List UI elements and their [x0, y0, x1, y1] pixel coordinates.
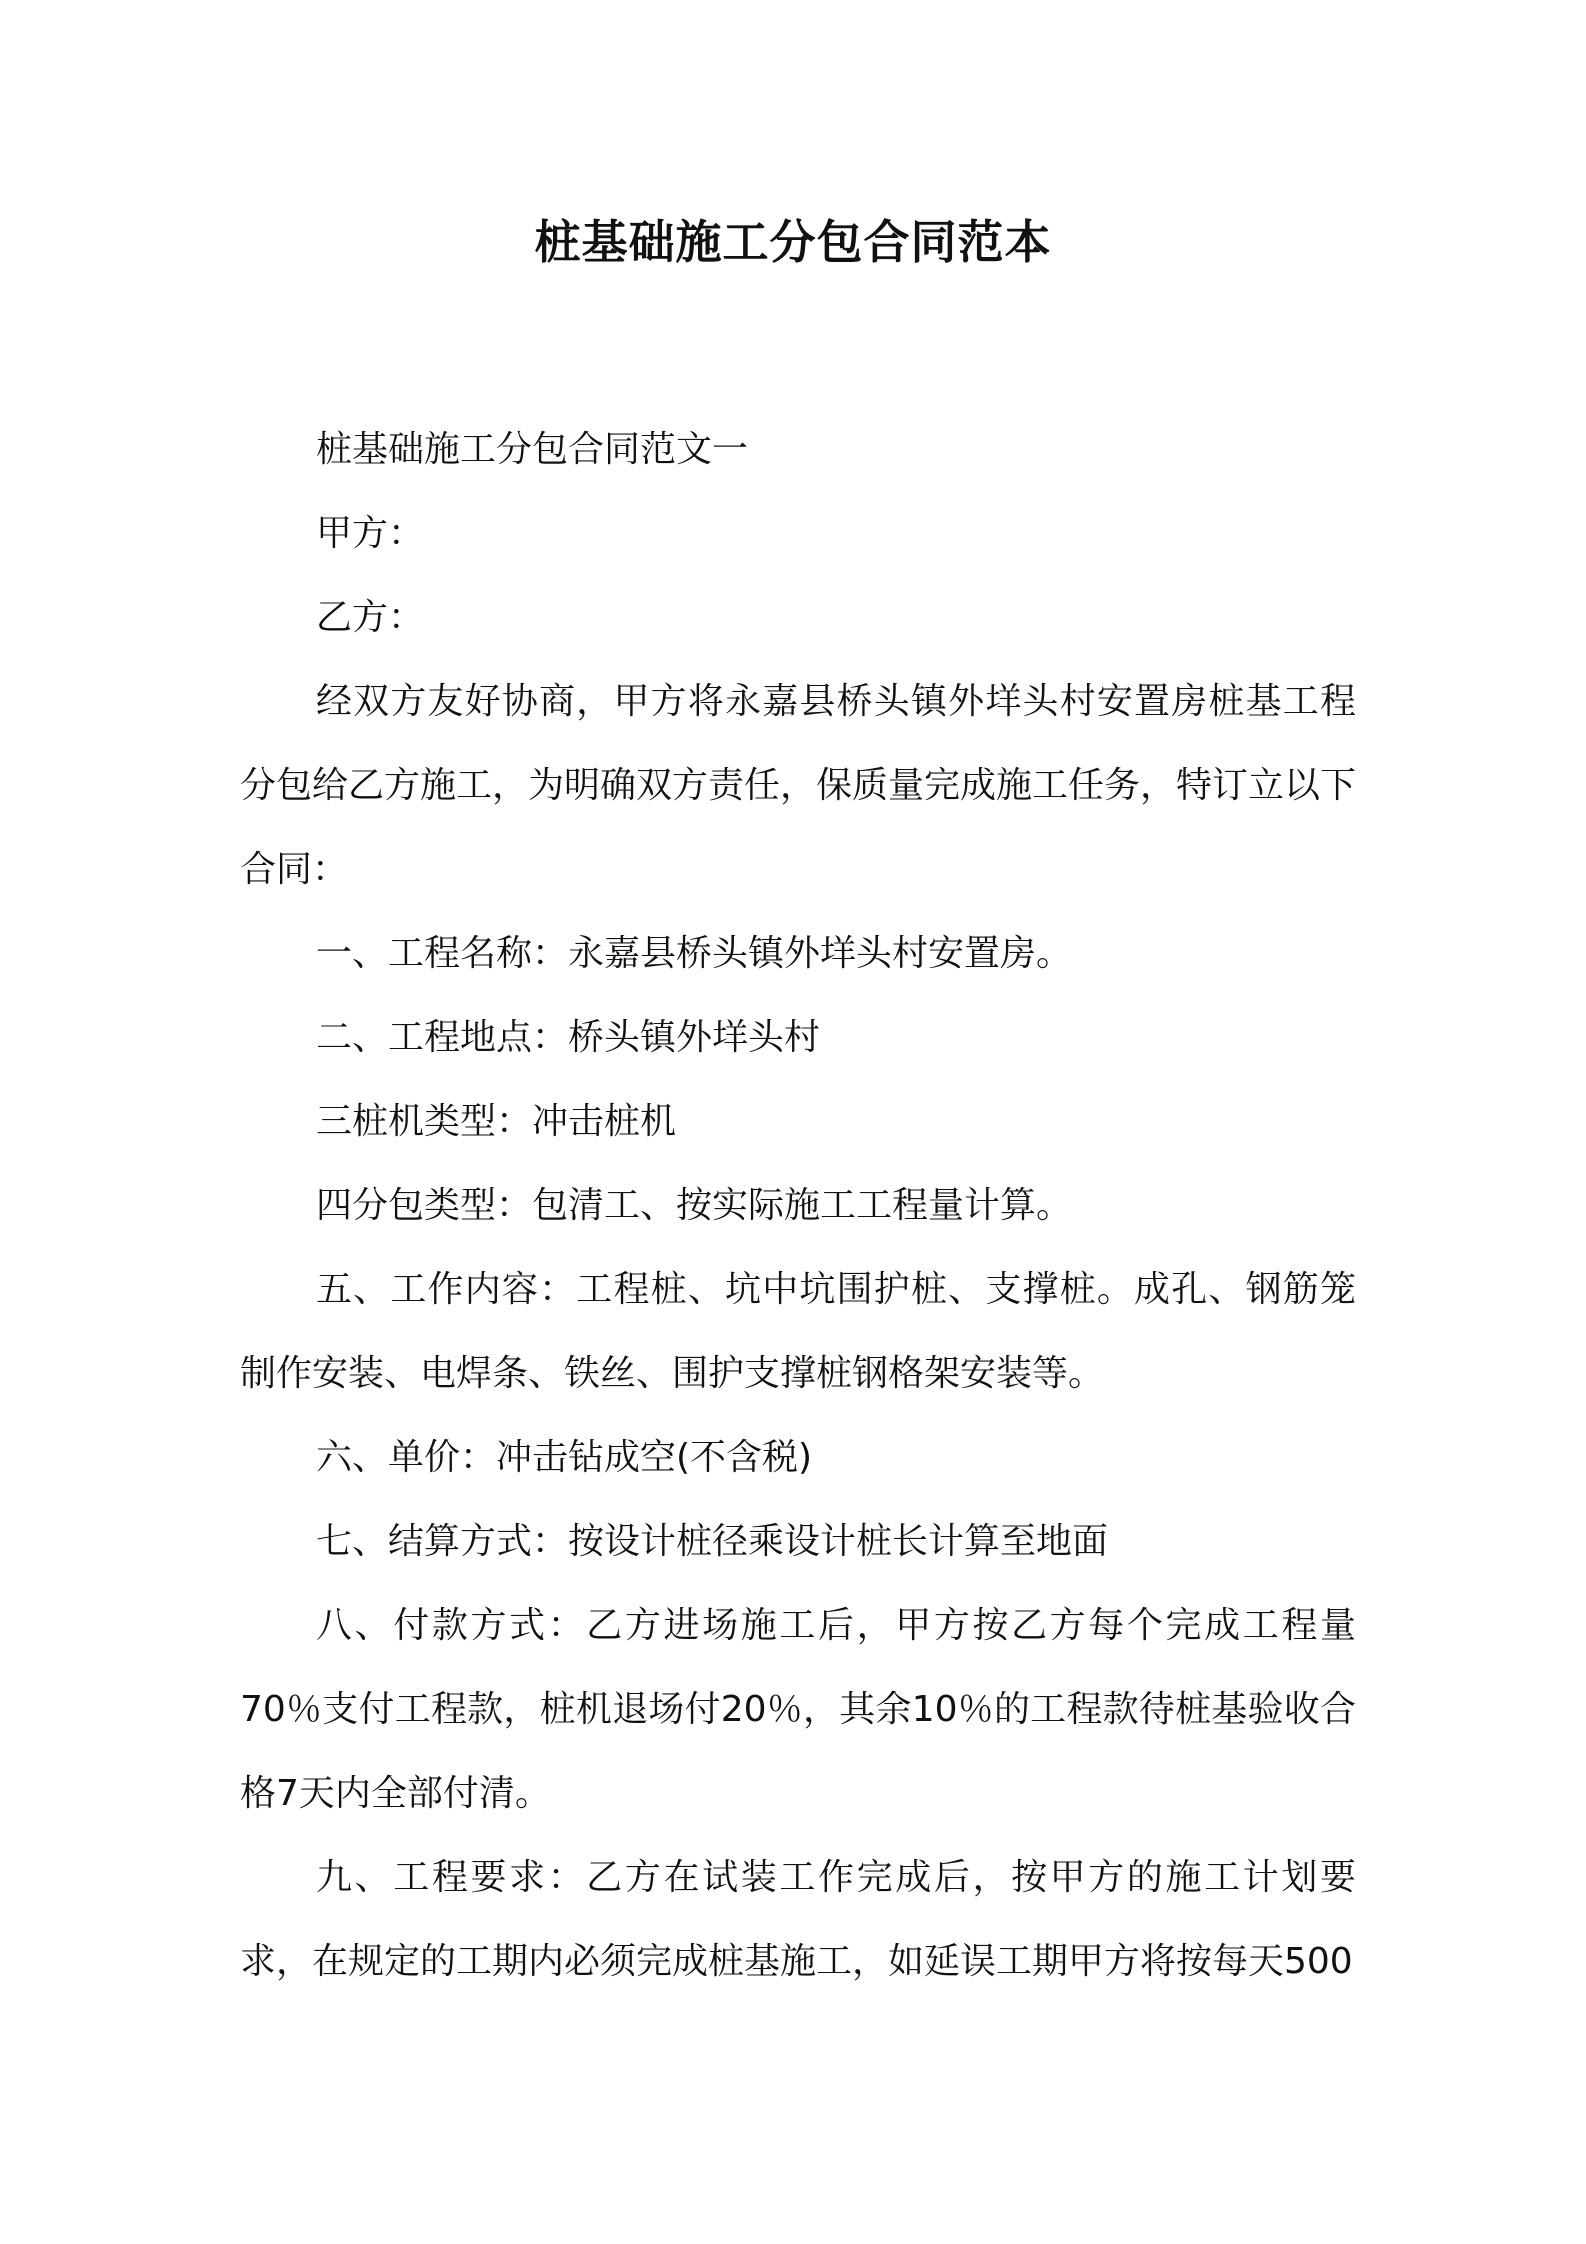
document-body: [240, 408, 1356, 2004]
paragraph-project-requirements: 九、工程要求：乙方在试装工作完成后，按甲方的施工计划要求，在规定的工期内必须完成桩基施工，如延误工期甲方将按每天500: [240, 1857, 1356, 1982]
paragraph-subtitle: 桩基础施工分包合同范文一: [316, 429, 749, 470]
paragraph-work-content: 五、工作内容：工程桩、坑中坑围护桩、支撑桩。成孔、钢筋笼制作安装、电焊条、铁丝、围护支撑桩钢格架安装等。: [240, 1269, 1356, 1394]
paragraph-party-b: 乙方：: [316, 597, 425, 638]
paragraph-unit-price: 六、单价：冲击钻成空(不含税): [316, 1437, 813, 1478]
paragraph-subcontract-type: 四分包类型：包清工、按实际施工工程量计算。: [316, 1185, 1073, 1226]
paragraph-party-a: 甲方：: [316, 513, 425, 554]
paragraph-payment-method: 八、付款方式：乙方进场施工后，甲方按乙方每个完成工程量70％支付工程款，桩机退场付20％，其余10％的工程款待桩基验收合格7天内全部付清。: [240, 1605, 1356, 1814]
paragraph-project-location: 二、工程地点：桥头镇外垟头村: [316, 1017, 821, 1058]
document-title: 桩基础施工分包合同范本: [534, 215, 1052, 269]
paragraph-project-name: 一、工程名称：永嘉县桥头镇外垟头村安置房。: [316, 933, 1073, 974]
paragraph-preamble: 经双方友好协商，甲方将永嘉县桥头镇外垟头村安置房桩基工程分包给乙方施工，为明确双方责任，保质量完成施工任务，特订立以下合同：: [240, 681, 1357, 890]
paragraph-settlement-method: 七、结算方式：按设计桩径乘设计桩长计算至地面: [316, 1521, 1109, 1562]
paragraph-pile-machine-type: 三桩机类型：冲击桩机: [316, 1101, 677, 1142]
